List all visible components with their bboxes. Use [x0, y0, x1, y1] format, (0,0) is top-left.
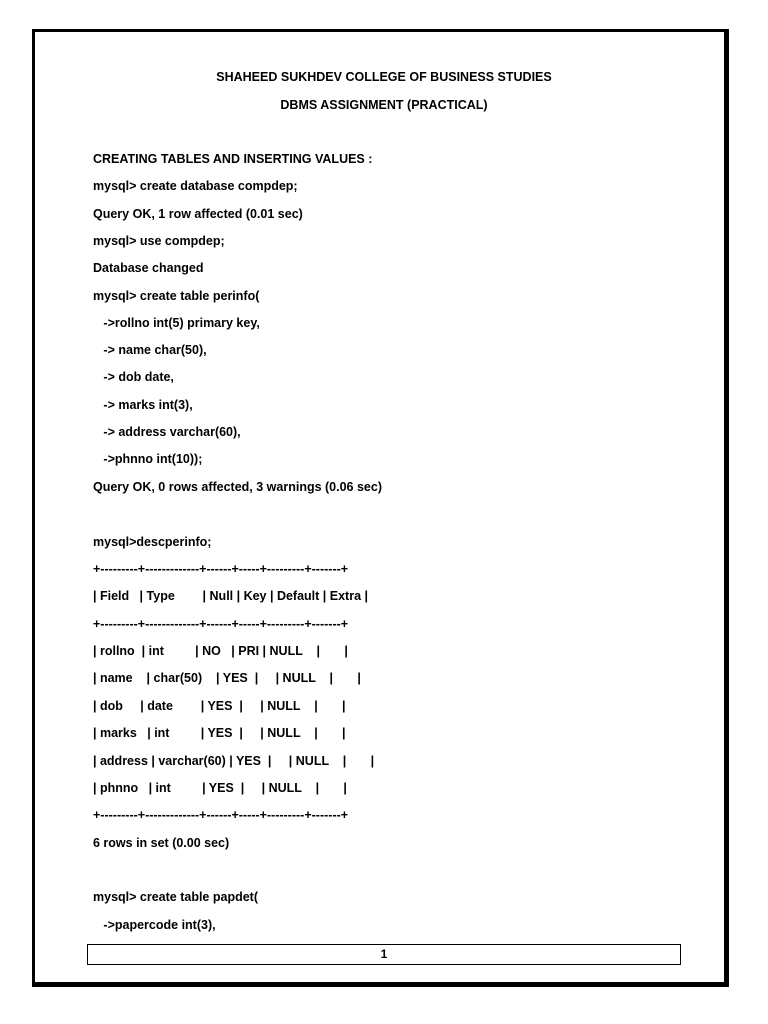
table-row: | marks | int | YES | | NULL | |	[93, 726, 346, 740]
college-title: SHAHEED SUKHDEV COLLEGE OF BUSINESS STUDIES	[216, 70, 552, 84]
table-row: | name | char(50) | YES | | NULL | |	[93, 671, 361, 685]
output-line: Query OK, 0 rows affected, 3 warnings (0.06 sec)	[93, 480, 382, 494]
command-line: ->papercode int(3),	[93, 918, 216, 932]
command-line: mysql> create table papdet(	[93, 890, 258, 904]
command-line: ->phnno int(10));	[93, 452, 203, 466]
section-heading: CREATING TABLES AND INSERTING VALUES :	[93, 152, 373, 166]
assignment-title: DBMS ASSIGNMENT (PRACTICAL)	[280, 98, 488, 112]
table-row: | dob | date | YES | | NULL | |	[93, 699, 346, 713]
table-header: | Field | Type | Null | Key | Default | Extra |	[93, 589, 368, 603]
table-row: | rollno | int | NO | PRI | NULL | |	[93, 644, 348, 658]
output-line: Query OK, 1 row affected (0.01 sec)	[93, 207, 303, 221]
command-line: -> address varchar(60),	[93, 425, 241, 439]
output-line: Database changed	[93, 261, 204, 275]
command-line: mysql>descperinfo;	[93, 535, 212, 549]
command-line: mysql> create table perinfo(	[93, 289, 260, 303]
command-line: -> marks int(3),	[93, 398, 193, 412]
command-line: ->rollno int(5) primary key,	[93, 316, 260, 330]
page-number: 1	[87, 944, 681, 965]
table-border: +---------+-------------+------+-----+---------+-------+	[93, 808, 349, 822]
table-border: +---------+-------------+------+-----+---------+-------+	[93, 562, 349, 576]
output-line: 6 rows in set (0.00 sec)	[93, 836, 230, 850]
table-row: | phnno | int | YES | | NULL | |	[93, 781, 347, 795]
command-line: mysql> use compdep;	[93, 234, 225, 248]
command-line: -> dob date,	[93, 370, 174, 384]
table-row: | address | varchar(60) | YES | | NULL | |	[93, 754, 375, 768]
command-line: mysql> create database compdep;	[93, 179, 298, 193]
table-border: +---------+-------------+------+-----+---------+-------+	[93, 617, 349, 631]
command-line: -> name char(50),	[93, 343, 207, 357]
